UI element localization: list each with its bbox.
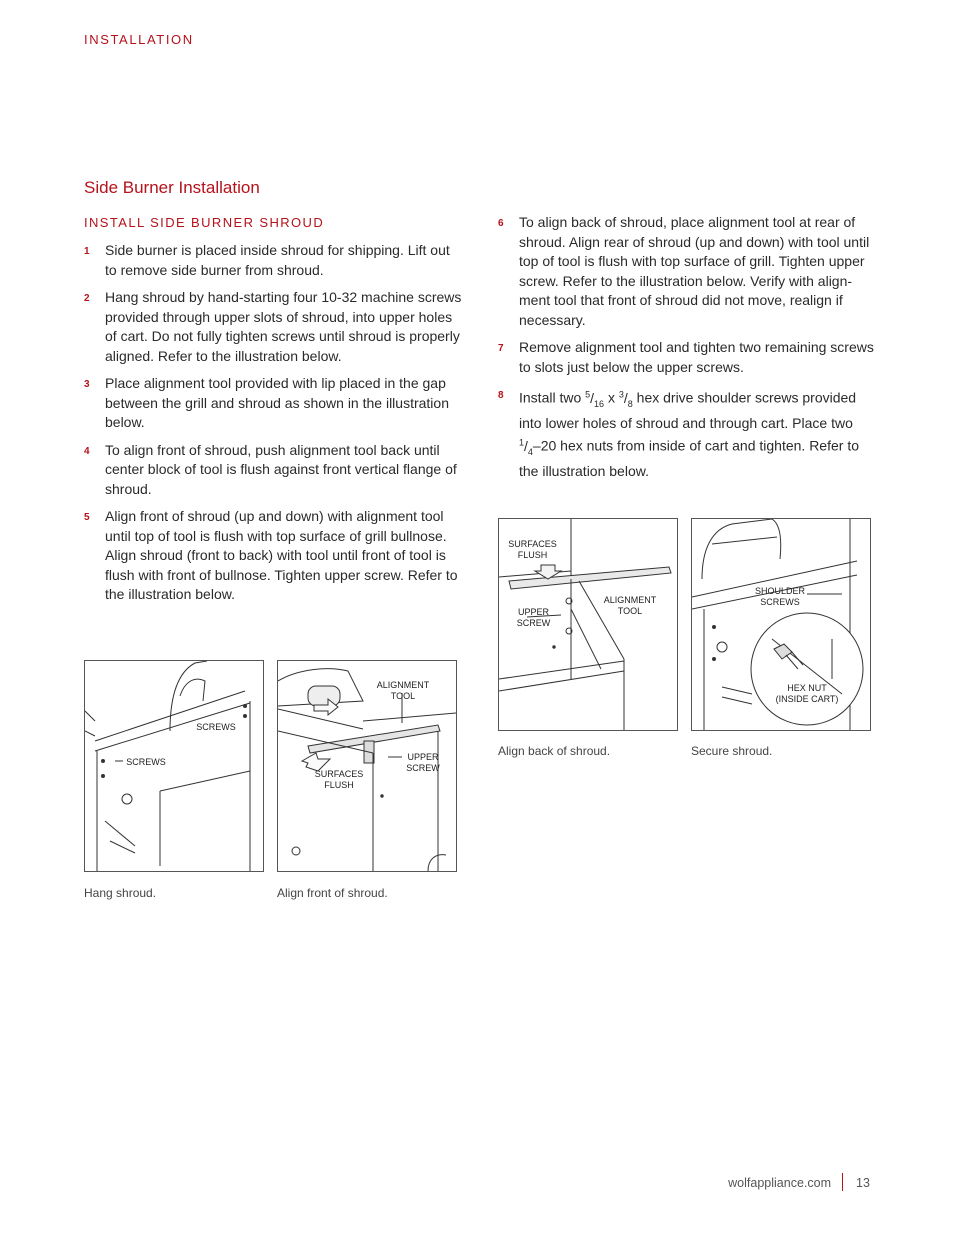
step-number: 7 <box>498 343 504 354</box>
step-item <box>84 374 464 433</box>
label-upper-screw: UPPER SCREW <box>406 752 440 773</box>
label-hex-nut: HEX NUT (INSIDE CART) <box>775 683 839 704</box>
step-item <box>84 288 464 366</box>
label-surfaces-flush: SURFACES FLUSH <box>508 539 557 560</box>
steps-left-column <box>84 241 464 613</box>
step-item <box>498 385 878 482</box>
step-item <box>84 241 464 280</box>
label-alignment-tool: ALIGNMENT TOOL <box>603 595 657 616</box>
step-number: 6 <box>498 218 504 229</box>
figure-hang-shroud <box>84 660 264 872</box>
step-item <box>84 507 464 605</box>
step-number: 5 <box>84 512 90 523</box>
label-screws-side: SCREWS <box>126 757 166 767</box>
hang-shroud-illustration <box>85 661 263 871</box>
step-text: To align back of shroud, place alignment tool at rear of shroud. Align rear of shroud (up and down) with tool until top of tool is flush with top surface of grill. Tighten upper screw. Refer to the illustration below. Verify with align-ment tool that front of shroud did not move, realign if necessary. <box>519 214 870 328</box>
label-screws-top: SCREWS <box>196 722 236 732</box>
caption-secure-shroud: Secure shroud. <box>691 744 773 758</box>
step-number: 2 <box>84 293 90 304</box>
footer-website: wolfappliance.com <box>728 1176 831 1190</box>
step-text: Remove alignment tool and tighten two remaining screws to slots just below the upper screws. <box>519 339 874 375</box>
step-text: Place alignment tool provided with lip placed in the gap between the grill and shroud as shown in the illustration below. <box>105 375 449 430</box>
step-item <box>498 213 878 330</box>
step-text: To align front of shroud, push alignment tool back until center block of tool is flush against front vertical flange of shroud. <box>105 441 457 497</box>
label-alignment-tool: ALIGNMENT TOOL <box>376 680 430 701</box>
figure-align-front <box>277 660 457 872</box>
page-number: 13 <box>856 1176 870 1190</box>
label-shoulder-screws: SHOULDER SCREWS <box>754 586 805 607</box>
figure-secure-shroud <box>691 518 871 731</box>
page-title: Side Burner Installation <box>84 178 260 197</box>
steps-right-column <box>498 213 878 490</box>
caption-align-front: Align front of shroud. <box>277 886 388 900</box>
step-text: Side burner is placed inside shroud for shipping. Lift out to remove side burner from shroud. <box>105 242 450 278</box>
step-number: 8 <box>498 390 504 401</box>
label-surfaces-flush: SURFACES FLUSH <box>314 769 364 790</box>
section-label: INSTALLATION <box>84 32 194 47</box>
step-number: 3 <box>84 379 90 390</box>
figure-align-back <box>498 518 678 731</box>
caption-hang-shroud: Hang shroud. <box>84 886 157 900</box>
step-text: Align front of shroud (up and down) with alignment tool until top of tool is flush with top surface of grill bullnose. Align shroud (front to back) with tool until front of tool is flush with front of bullnose. Tighten upper screw. Refer to the illustration below. <box>105 508 458 602</box>
caption-align-back: Align back of shroud. <box>498 744 611 758</box>
label-upper-screw: UPPER SCREW <box>516 607 551 628</box>
step-item <box>84 441 464 500</box>
step-text: Hang shroud by hand-starting four 10-32 machine screws provided through upper slots of shroud, into upper holes of cart. Do not fully tighten screws until shroud is properly aligned. Refer to the illustration below. <box>105 289 462 364</box>
step-item <box>498 338 878 377</box>
step-number: 1 <box>84 246 90 257</box>
subheading: INSTALL SIDE BURNER SHROUD <box>84 215 325 230</box>
step-text: Install two $^5/_{16}$ x $^3/_8$ hex drive shoulder screws provided into lower holes of shroud and through cart. Place two $^1/_4-20$ hex nuts from inside of cart and tighten. Refer to the illustration below. <box>519 389 859 480</box>
step-number: 4 <box>84 445 90 457</box>
footer-divider <box>842 1173 843 1191</box>
